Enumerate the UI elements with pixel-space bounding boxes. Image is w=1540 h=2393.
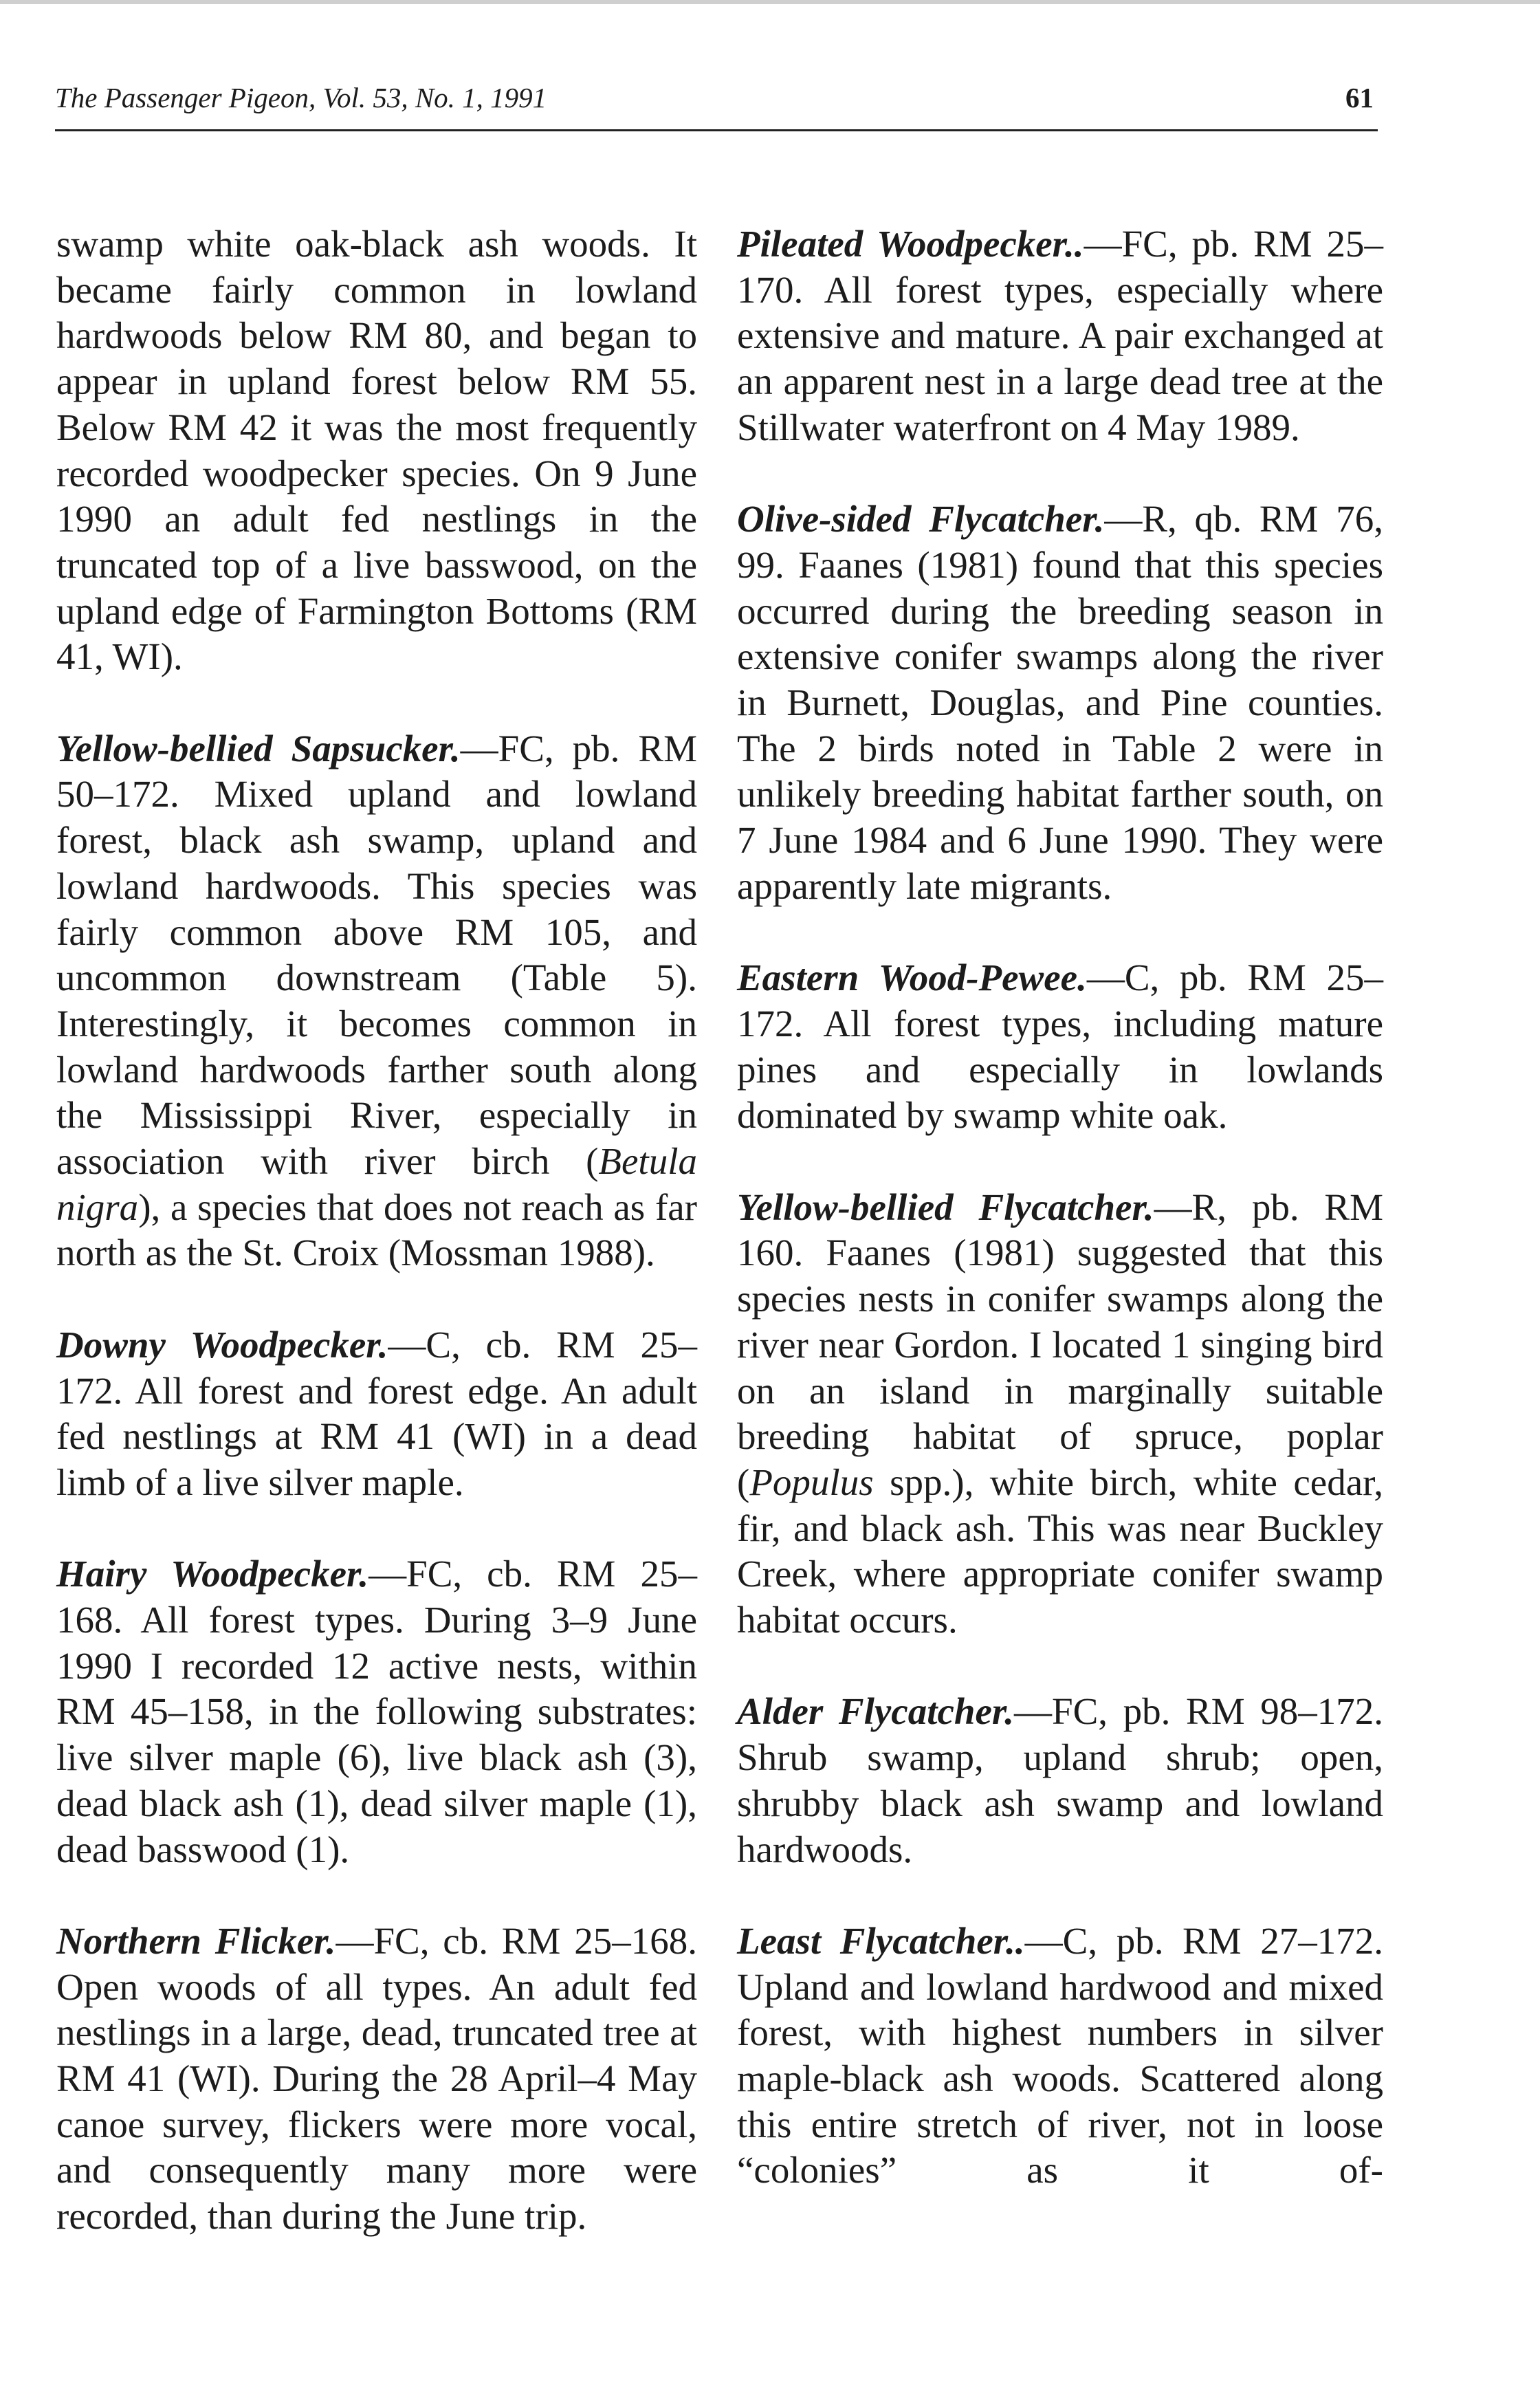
entry-body: —C, cb. RM 25–172. All forest and forest edge. An adult fed nestlings at RM 41 (WI) in a dead limb of a live silver maple. xyxy=(56,1323,697,1503)
species-name: Yellow-bellied Sapsucker. xyxy=(56,727,461,769)
entry-body: —FC, pb. RM 50–172. Mixed upland and lowland forest, black ash swamp, upland and lowland hardwoods. This species was fairly common above RM 105, and uncommon downstream (Table 5). Interestingly, it becomes common in lowland hardwoods farther south along the Mississippi River, especially in association with river birch ( xyxy=(56,727,697,1183)
journal-citation: The Passenger Pigeon, Vol. 53, No. 1, 1991 xyxy=(55,82,547,113)
entry-body-continued: ), a species that does not reach as far north as the St. Croix (Mossman 1988). xyxy=(56,1185,697,1274)
entry-body-continued: spp.), white birch, white cedar, fir, and black ash. This was near Buckley Creek, where appropriate conifer swamp habitat occurs. xyxy=(737,1461,1383,1641)
species-name: Downy Woodpecker. xyxy=(56,1323,388,1366)
running-header xyxy=(55,74,1378,131)
latin-name: Betula nigra xyxy=(56,1140,697,1228)
species-name: Hairy Woodpecker. xyxy=(56,1553,369,1595)
entry-body: —FC, cb. RM 25–168. All forest types. During 3–9 June 1990 I recorded 12 active nests, within RM 45–158, in the following substrates: live silver maple (6), live black ash (3), dead black ash (1), dead silver maple (1), dead basswood (1). xyxy=(56,1553,697,1870)
latin-name: Populus xyxy=(749,1461,874,1503)
entry-northern-flicker xyxy=(56,1919,697,2240)
species-name: Northern Flicker. xyxy=(56,1919,336,1962)
page-number: 61 xyxy=(1345,82,1374,113)
entry-downy-woodpecker xyxy=(56,1322,697,1506)
right-column xyxy=(737,221,1383,2194)
entry-red-bellied-woodpecker-continued xyxy=(56,221,697,680)
species-name: Yellow-bellied Flycatcher. xyxy=(737,1185,1154,1228)
species-name: Pileated Woodpecker.. xyxy=(737,223,1084,265)
entry-body: —FC, pb. RM 25–170. All forest types, especially where extensive and mature. A pair exchanged at an apparent nest in a large dead tree at the Stillwater waterfront on 4 May 1989. xyxy=(737,223,1383,448)
entry-olive-sided-flycatcher xyxy=(737,496,1383,909)
entry-pileated-woodpecker xyxy=(737,221,1383,451)
entry-body: —C, pb. RM 25–172. All forest types, including mature pines and especially in lowlands dominated by swamp white oak. xyxy=(737,957,1383,1137)
entry-alder-flycatcher xyxy=(737,1689,1383,1872)
entry-body: swamp white oak-black ash woods. It became fairly common in lowland hardwoods below RM 80, and began to appear in upland forest below RM 55. Below RM 42 it was the most frequently recorded woodpecker species. On 9 June 1990 an adult fed nestlings in the truncated top of a live basswood, on the upland edge of Farmington Bottoms (RM 41, WI). xyxy=(56,223,697,678)
entry-least-flycatcher xyxy=(737,1919,1383,2194)
entry-eastern-wood-pewee xyxy=(737,955,1383,1139)
entry-body: —R, qb. RM 76, 99. Faanes (1981) found that this species occurred during the breeding season in extensive conifer swamps along the river in Burnett, Douglas, and Pine counties. The 2 birds noted in Table 2 were in unlikely breeding habitat farther south, on 7 June 1984 and 6 June 1990. They were apparently late migrants. xyxy=(737,498,1383,907)
entry-hairy-woodpecker xyxy=(56,1551,697,1872)
entry-body: —C, pb. RM 27–172. Upland and lowland hardwood and mixed forest, with highest numbers in silver maple-black ash woods. Scattered along this entire stretch of river, not in loose “colonies” as it of- xyxy=(737,1919,1383,2192)
left-column xyxy=(56,221,697,2240)
species-name: Alder Flycatcher. xyxy=(737,1690,1015,1733)
species-name: Least Flycatcher.. xyxy=(737,1919,1025,1962)
species-name: Eastern Wood-Pewee. xyxy=(737,957,1087,999)
entry-yellow-bellied-flycatcher xyxy=(737,1185,1383,1643)
entry-body: —FC, pb. RM 98–172. Shrub swamp, upland shrub; open, shrubby black ash swamp and lowland hardwoods. xyxy=(737,1690,1383,1870)
entry-body: —FC, cb. RM 25–168. Open woods of all types. An adult fed nestlings in a large, dead, truncated tree at RM 41 (WI). During the 28 April–4 May canoe survey, flickers were more vocal, and consequently many more were recorded, than during the June trip. xyxy=(56,1919,697,2238)
entry-yellow-bellied-sapsucker xyxy=(56,726,697,1276)
top-edge-rule xyxy=(0,0,1540,4)
species-name: Olive-sided Flycatcher. xyxy=(737,498,1105,540)
entry-body: —R, pb. RM 160. Faanes (1981) suggested that this species nests in conifer swamps along the river near Gordon. I located 1 singing bird on an island in marginally suitable breeding habitat of spruce, poplar ( xyxy=(737,1185,1383,1503)
